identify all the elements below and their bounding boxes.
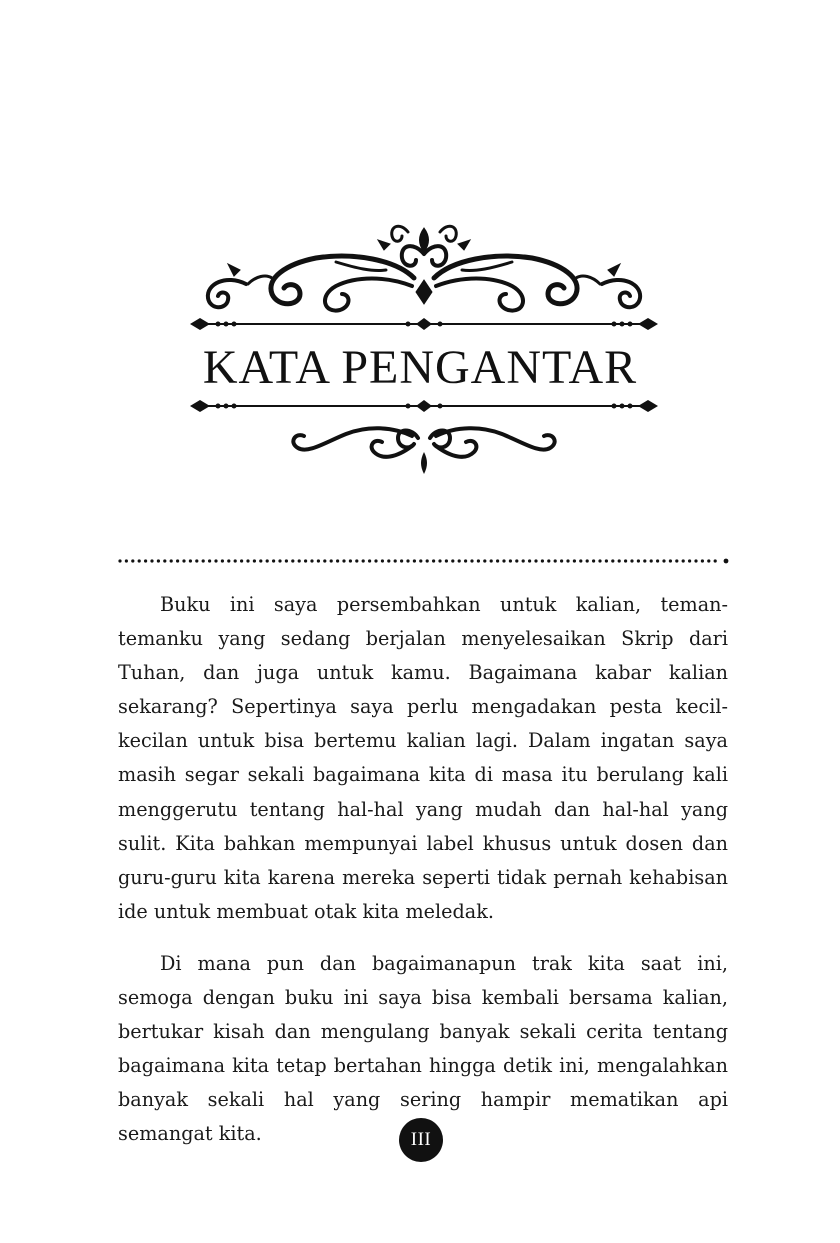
paragraph-2: Di mana pun dan bagaimanapun trak kita saat ini, semoga dengan buku ini saya bisa kembali bersama kalian, bertukar kisah dan mengulang banyak sekali cerita tentang bagaimana kita tetap bertahan hingga detik ini, mengalahkan banyak sekali hal yang sering hampir mematikan api semangat kita. (118, 951, 728, 1146)
paragraph-1: Buku ini saya persembahkan untuk kalian, teman-temanku yang sedang berjalan menyelesaikan Skrip dari Tuhan, dan juga untuk kamu. Bagaimana kabar kalian sekarang? Sepertinya saya perlu mengadakan pesta kecil-kecilan untuk bisa bertemu kalian lagi. Dalam ingatan saya masih segar sekali bagaimana kita di masa itu berulang kali menggerutu tentang hal-hal yang mudah dan hal-hal yang sulit. Kita bahkan mempunyai label khusus untuk dosen dan guru-guru kita karena mereka seperti tidak pernah kehabisan ide untuk membuat otak kita meledak. (118, 593, 728, 923)
page-number-badge: III (399, 1118, 443, 1162)
bottom-flourish-ornament-icon (186, 396, 662, 480)
dotted-divider (118, 556, 730, 566)
foreword-body (118, 588, 728, 1170)
top-flourish-ornament-icon (186, 214, 662, 334)
page-title: KATA PENGANTAR (202, 341, 638, 394)
